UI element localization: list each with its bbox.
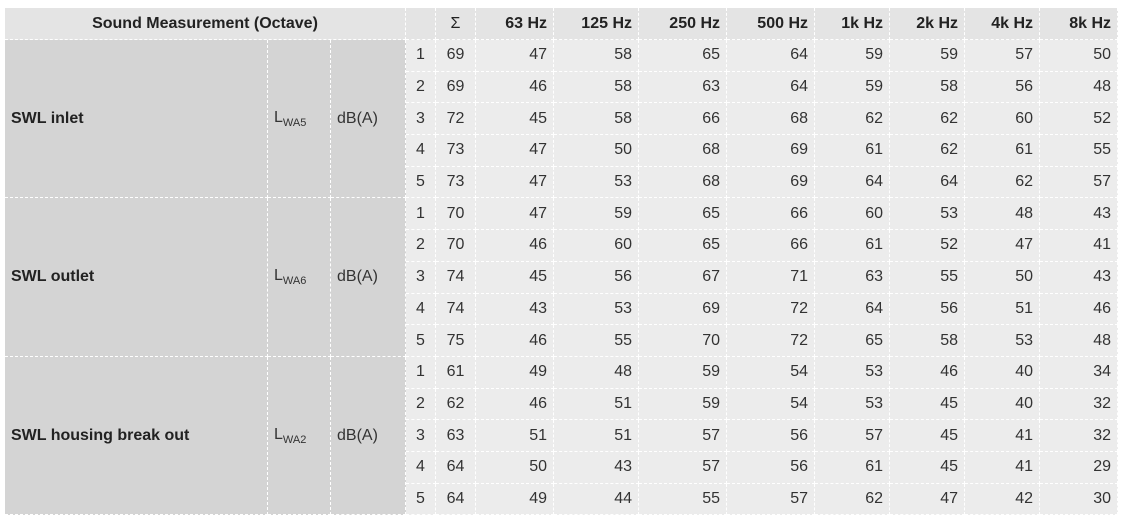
group-label: SWL housing break out — [5, 357, 268, 515]
band-value: 58 — [554, 72, 639, 104]
band-value: 59 — [639, 357, 727, 389]
row-index: 1 — [406, 40, 436, 72]
band-value: 61 — [815, 135, 890, 167]
band-value: 72 — [727, 294, 815, 326]
band-value: 66 — [727, 198, 815, 230]
band-value: 47 — [476, 198, 554, 230]
band-value: 58 — [890, 325, 965, 357]
row-sum: 70 — [436, 230, 476, 262]
band-value: 49 — [476, 484, 554, 516]
band-value: 64 — [727, 40, 815, 72]
group-label: SWL inlet — [5, 40, 268, 198]
band-value: 56 — [965, 72, 1040, 104]
band-value: 45 — [890, 420, 965, 452]
band-value: 40 — [965, 357, 1040, 389]
band-value: 41 — [965, 420, 1040, 452]
band-value: 59 — [554, 198, 639, 230]
row-index: 3 — [406, 262, 436, 294]
band-value: 48 — [554, 357, 639, 389]
group-label: SWL outlet — [5, 198, 268, 356]
band-value: 43 — [476, 294, 554, 326]
band-value: 68 — [727, 103, 815, 135]
band-value: 52 — [1040, 103, 1118, 135]
table-row — [5, 40, 1118, 72]
band-value: 45 — [890, 452, 965, 484]
band-value: 46 — [476, 389, 554, 421]
row-index: 5 — [406, 484, 436, 516]
band-value: 51 — [965, 294, 1040, 326]
row-index: 4 — [406, 135, 436, 167]
band-value: 65 — [639, 230, 727, 262]
band-value: 32 — [1040, 389, 1118, 421]
row-sum: 75 — [436, 325, 476, 357]
band-value: 53 — [965, 325, 1040, 357]
symbol-subscript: WA5 — [282, 116, 307, 129]
band-value: 65 — [639, 40, 727, 72]
band-value: 58 — [554, 40, 639, 72]
band-value: 40 — [965, 389, 1040, 421]
band-value: 62 — [965, 167, 1040, 199]
band-value: 58 — [554, 103, 639, 135]
row-sum: 63 — [436, 420, 476, 452]
row-sum: 69 — [436, 72, 476, 104]
band-value: 58 — [890, 72, 965, 104]
band-value: 64 — [890, 167, 965, 199]
band-value: 69 — [639, 294, 727, 326]
band-value: 72 — [727, 325, 815, 357]
band-value: 60 — [965, 103, 1040, 135]
band-value: 59 — [639, 389, 727, 421]
band-value: 53 — [890, 198, 965, 230]
band-value: 45 — [890, 389, 965, 421]
header-band-1k: 1k Hz — [815, 8, 890, 40]
band-value: 70 — [639, 325, 727, 357]
band-value: 56 — [554, 262, 639, 294]
band-value: 62 — [890, 103, 965, 135]
band-value: 60 — [554, 230, 639, 262]
band-value: 56 — [890, 294, 965, 326]
table-title: Sound Measurement (Octave) — [5, 8, 406, 40]
band-value: 47 — [476, 135, 554, 167]
band-value: 68 — [639, 167, 727, 199]
symbol-base: L — [274, 267, 283, 285]
band-value: 42 — [965, 484, 1040, 516]
band-value: 43 — [1040, 198, 1118, 230]
band-value: 55 — [554, 325, 639, 357]
table-row — [5, 198, 1118, 230]
band-value: 46 — [476, 325, 554, 357]
band-value: 50 — [554, 135, 639, 167]
band-value: 53 — [554, 294, 639, 326]
band-value: 65 — [639, 198, 727, 230]
band-value: 67 — [639, 262, 727, 294]
band-value: 66 — [727, 230, 815, 262]
band-value: 62 — [890, 135, 965, 167]
band-value: 64 — [815, 167, 890, 199]
band-value: 46 — [1040, 294, 1118, 326]
band-value: 57 — [965, 40, 1040, 72]
row-index: 3 — [406, 420, 436, 452]
band-value: 62 — [815, 103, 890, 135]
band-value: 57 — [639, 420, 727, 452]
row-index: 4 — [406, 452, 436, 484]
band-value: 71 — [727, 262, 815, 294]
band-value: 56 — [727, 452, 815, 484]
band-value: 50 — [965, 262, 1040, 294]
band-value: 64 — [727, 72, 815, 104]
band-value: 65 — [815, 325, 890, 357]
group-symbol — [268, 357, 331, 515]
group-unit: dB(A) — [331, 40, 406, 198]
band-value: 29 — [1040, 452, 1118, 484]
band-value: 55 — [639, 484, 727, 516]
row-sum: 69 — [436, 40, 476, 72]
band-value: 57 — [815, 420, 890, 452]
group-symbol — [268, 40, 331, 198]
band-value: 59 — [815, 72, 890, 104]
header-band-8k: 8k Hz — [1040, 8, 1118, 40]
row-sum: 73 — [436, 167, 476, 199]
row-index: 2 — [406, 230, 436, 262]
group-unit: dB(A) — [331, 357, 406, 515]
header-band-4k: 4k Hz — [965, 8, 1040, 40]
band-value: 44 — [554, 484, 639, 516]
band-value: 57 — [727, 484, 815, 516]
row-sum: 74 — [436, 262, 476, 294]
row-index: 1 — [406, 198, 436, 230]
band-value: 57 — [1040, 167, 1118, 199]
band-value: 51 — [554, 420, 639, 452]
band-value: 63 — [639, 72, 727, 104]
band-value: 57 — [639, 452, 727, 484]
band-value: 53 — [554, 167, 639, 199]
symbol-subscript: WA6 — [282, 275, 307, 288]
band-value: 56 — [727, 420, 815, 452]
band-value: 61 — [815, 452, 890, 484]
row-sum: 61 — [436, 357, 476, 389]
band-value: 45 — [476, 103, 554, 135]
band-value: 55 — [1040, 135, 1118, 167]
band-value: 54 — [727, 357, 815, 389]
row-sum: 64 — [436, 484, 476, 516]
row-index: 2 — [406, 389, 436, 421]
row-sum: 73 — [436, 135, 476, 167]
band-value: 61 — [815, 230, 890, 262]
header-row — [5, 8, 1118, 40]
band-value: 48 — [1040, 325, 1118, 357]
band-value: 64 — [815, 294, 890, 326]
band-value: 60 — [815, 198, 890, 230]
header-sum: Σ — [436, 8, 476, 40]
band-value: 47 — [476, 40, 554, 72]
symbol-subscript: WA2 — [282, 433, 307, 446]
row-sum: 62 — [436, 389, 476, 421]
header-band-250: 250 Hz — [639, 8, 727, 40]
symbol-base: L — [274, 108, 283, 126]
row-sum: 70 — [436, 198, 476, 230]
band-value: 53 — [815, 357, 890, 389]
band-value: 59 — [815, 40, 890, 72]
header-band-2k: 2k Hz — [890, 8, 965, 40]
band-value: 43 — [554, 452, 639, 484]
row-sum: 64 — [436, 452, 476, 484]
band-value: 68 — [639, 135, 727, 167]
band-value: 69 — [727, 135, 815, 167]
row-index: 4 — [406, 294, 436, 326]
band-value: 30 — [1040, 484, 1118, 516]
row-index: 5 — [406, 167, 436, 199]
band-value: 49 — [476, 357, 554, 389]
band-value: 51 — [476, 420, 554, 452]
symbol-base: L — [274, 425, 283, 443]
band-value: 46 — [476, 230, 554, 262]
header-band-500: 500 Hz — [727, 8, 815, 40]
row-sum: 72 — [436, 103, 476, 135]
band-value: 46 — [890, 357, 965, 389]
band-value: 41 — [1040, 230, 1118, 262]
band-value: 53 — [815, 389, 890, 421]
band-value: 50 — [1040, 40, 1118, 72]
band-value: 46 — [476, 72, 554, 104]
band-value: 47 — [965, 230, 1040, 262]
row-index: 5 — [406, 325, 436, 357]
band-value: 63 — [815, 262, 890, 294]
band-value: 62 — [815, 484, 890, 516]
row-index: 1 — [406, 357, 436, 389]
band-value: 45 — [476, 262, 554, 294]
group-symbol — [268, 198, 331, 356]
band-value: 47 — [476, 167, 554, 199]
band-value: 59 — [890, 40, 965, 72]
band-value: 61 — [965, 135, 1040, 167]
band-value: 51 — [554, 389, 639, 421]
band-value: 50 — [476, 452, 554, 484]
band-value: 66 — [639, 103, 727, 135]
sound-measurement-table — [5, 8, 1118, 515]
band-value: 52 — [890, 230, 965, 262]
band-value: 69 — [727, 167, 815, 199]
header-index-blank — [406, 8, 436, 40]
header-band-63: 63 Hz — [476, 8, 554, 40]
table-row — [5, 357, 1118, 389]
band-value: 34 — [1040, 357, 1118, 389]
band-value: 48 — [1040, 72, 1118, 104]
band-value: 54 — [727, 389, 815, 421]
band-value: 41 — [965, 452, 1040, 484]
band-value: 43 — [1040, 262, 1118, 294]
header-band-125: 125 Hz — [554, 8, 639, 40]
band-value: 32 — [1040, 420, 1118, 452]
row-sum: 74 — [436, 294, 476, 326]
group-unit: dB(A) — [331, 198, 406, 356]
band-value: 55 — [890, 262, 965, 294]
band-value: 47 — [890, 484, 965, 516]
row-index: 2 — [406, 72, 436, 104]
band-value: 48 — [965, 198, 1040, 230]
row-index: 3 — [406, 103, 436, 135]
